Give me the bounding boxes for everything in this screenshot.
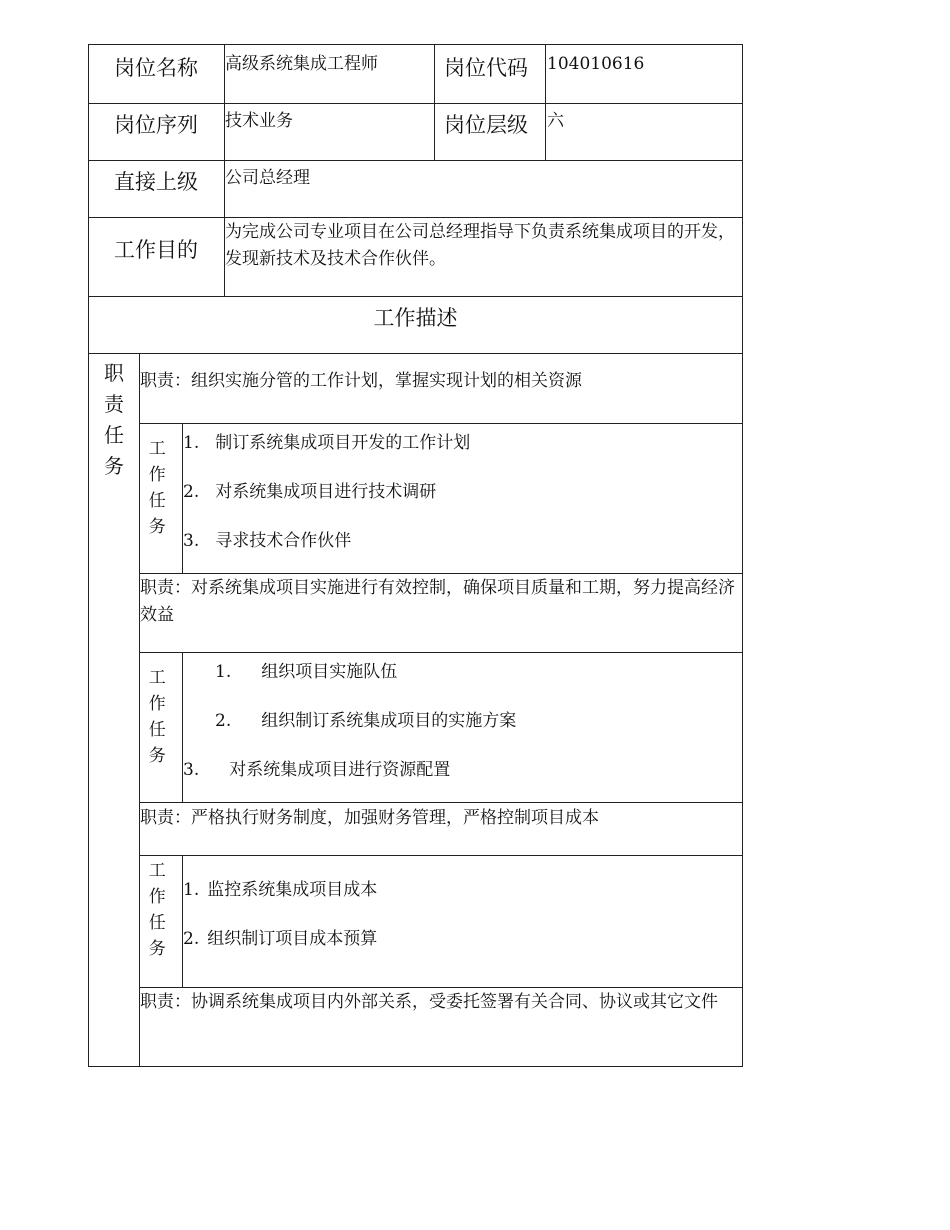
duty-3-text: 职责：严格执行财务制度，加强财务管理，严格控制项目成本: [140, 808, 599, 828]
label-job-code: 岗位代码: [444, 56, 528, 80]
row-divider: [139, 573, 743, 574]
label-job-name: 岗位名称: [114, 56, 198, 80]
value-job-level: 六: [547, 111, 564, 131]
task-side-label: 工 作 任 务: [148, 439, 166, 537]
task-side-label: 工 作 任 务: [148, 668, 166, 766]
duty-1-text: 职责：组织实施分管的工作计划，掌握实现计划的相关资源: [140, 371, 582, 391]
duty-4-text: 职责：协调系统集成项目内外部关系，受委托签署有关合同、协议或其它文件: [140, 992, 718, 1012]
duty-2-text: 职责：对系统集成项目实施进行有效控制，确保项目质量和工期，努力提高经济效益: [140, 578, 735, 625]
duty-side-label: 职 责 任 务: [104, 361, 124, 478]
col-divider: [139, 353, 140, 1067]
value-job-code: 104010616: [547, 54, 645, 74]
col-divider: [545, 44, 546, 161]
label-job-series: 岗位序列: [114, 113, 198, 137]
table-border-right: [742, 44, 743, 1067]
list-item: 3. 对系统集成项目进行资源配置: [183, 760, 451, 780]
row-divider: [139, 423, 743, 424]
value-superior: 公司总经理: [225, 168, 310, 188]
list-item: 3. 寻求技术合作伙伴: [183, 531, 352, 551]
table-border-left: [88, 44, 89, 1067]
row-divider: [88, 217, 743, 218]
value-job-series: 技术业务: [225, 111, 293, 131]
list-item: 1. 组织项目实施队伍: [215, 662, 398, 682]
col-divider: [182, 652, 183, 803]
label-purpose: 工作目的: [114, 238, 198, 262]
row-divider: [88, 353, 743, 354]
row-divider: [88, 296, 743, 297]
row-divider: [139, 855, 743, 856]
table-border-bottom: [88, 1066, 743, 1067]
list-item: 2. 组织制订项目成本预算: [183, 929, 378, 949]
value-job-name: 高级系统集成工程师: [225, 54, 378, 74]
list-item: 1. 监控系统集成项目成本: [183, 880, 378, 900]
table-border-top: [88, 44, 743, 45]
row-divider: [139, 652, 743, 653]
label-superior: 直接上级: [114, 170, 198, 194]
value-purpose: 为完成公司专业项目在公司总经理指导下负责系统集成项目的开发，发现新技术及技术合作伙伴。: [225, 222, 735, 269]
row-divider: [88, 160, 743, 161]
task-side-label: 工 作 任 务: [148, 861, 166, 959]
list-item: 1. 制订系统集成项目开发的工作计划: [183, 433, 471, 453]
row-divider: [139, 802, 743, 803]
label-job-level: 岗位层级: [444, 113, 528, 137]
section-title: 工作描述: [373, 306, 458, 330]
list-item: 2. 对系统集成项目进行技术调研: [183, 482, 437, 502]
row-divider: [88, 103, 743, 104]
row-divider: [139, 987, 743, 988]
col-divider: [434, 44, 435, 161]
list-item: 2. 组织制订系统集成项目的实施方案: [215, 711, 517, 731]
